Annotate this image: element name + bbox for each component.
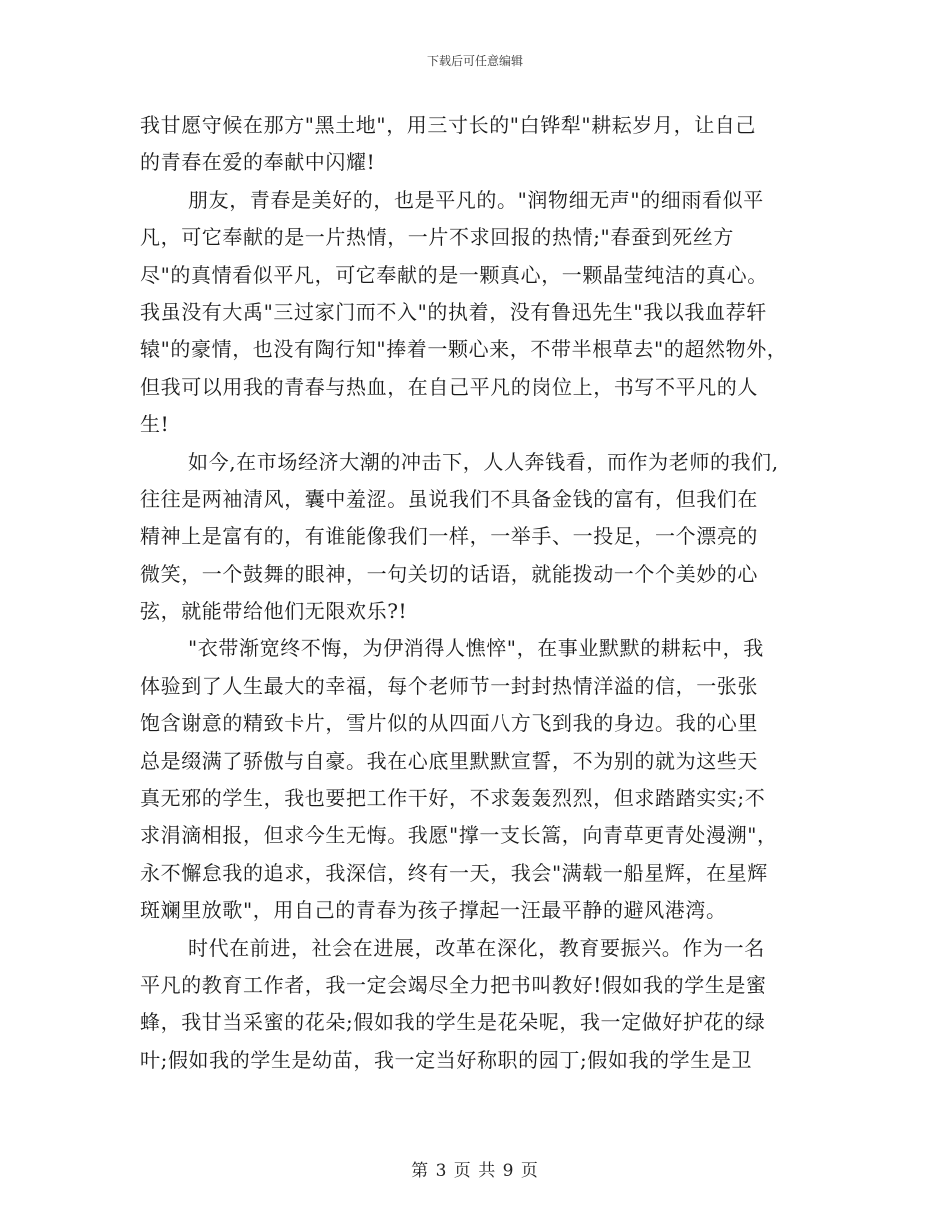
text-line: 求涓滴相报，但求今生无悔。我愿"撑一支长篙，向青草更青处漫溯"， xyxy=(140,823,778,848)
text-line: 我甘愿守候在那方"黑土地"，用三寸长的"白铧犁"耕耘岁月，让自己 xyxy=(140,113,756,137)
text-line: 凡，可它奉献的是一片热情，一片不求回报的热情;"春蚕到死丝方 xyxy=(140,225,734,250)
text-line: 真无邪的学生，我也要把工作干好，不求轰轰烈烈，但求踏踏实实;不 xyxy=(140,786,766,811)
text-line: 往往是两袖清风，囊中羞涩。虽说我们不具备金钱的富有，但我们在 xyxy=(140,486,758,511)
text-line: 的青春在爱的奉献中闪耀! xyxy=(140,150,376,175)
document-body xyxy=(140,107,820,1079)
text-line: 微笑，一个鼓舞的眼神，一句关切的话语，就能拨动一个个美妙的心 xyxy=(140,561,758,586)
text-line: 斑斓里放歌"，用自己的青春为孩子撑起一汪最平静的避风港湾。 xyxy=(140,898,727,923)
text-line: 如今,在市场经济大潮的冲击下，人人奔钱看，而作为老师的我们, xyxy=(188,449,779,474)
text-line: 尽"的真情看似平凡，可它奉献的是一颗真心，一颗晶莹纯洁的真心。 xyxy=(140,262,768,287)
text-line: 饱含谢意的精致卡片，雪片似的从四面八方飞到我的身边。我的心里 xyxy=(140,711,758,736)
page-footer: 第 3 页 共 9 页 xyxy=(411,1161,539,1181)
page-header: 下载后可任意编辑 xyxy=(426,54,523,68)
text-line: 但我可以用我的青春与热血，在自己平凡的岗位上，书写不平凡的人 xyxy=(140,374,758,399)
text-line: 永不懈怠我的追求，我深信，终有一天，我会"满载一船星辉，在星辉 xyxy=(140,860,768,885)
text-line: 我虽没有大禹"三过家门而不入"的执着，没有鲁迅先生"我以我血荐轩 xyxy=(140,299,767,324)
text-line: 辕"的豪情，也没有陶行知"捧着一颗心来，不带半根草去"的超然物外， xyxy=(140,337,788,362)
text-line: "衣带渐宽终不悔，为伊消得人憔悴"，在事业默默的耕耘中，我 xyxy=(188,636,764,661)
text-line: 时代在前进，社会在进展，改革在深化，教育要振兴。作为一名 xyxy=(188,935,765,960)
text-line: 总是缀满了骄傲与自豪。我在心底里默默宣誓，不为别的就为这些天 xyxy=(140,748,758,773)
text-line: 体验到了人生最大的幸福，每个老师节一封封热情洋溢的信，一张张 xyxy=(140,673,758,698)
text-line: 朋友，青春是美好的，也是平凡的。"润物细无声"的细雨看似平 xyxy=(188,187,764,212)
text-line: 生! xyxy=(140,412,170,437)
text-line: 蜂，我甘当采蜜的花朵;假如我的学生是花朵呢，我一定做好护花的绿 xyxy=(140,1010,766,1035)
text-line: 弦，就能带给他们无限欢乐?! xyxy=(140,599,408,624)
text-line: 叶;假如我的学生是幼苗，我一定当好称职的园丁;假如我的学生是卫 xyxy=(140,1047,753,1072)
text-line: 平凡的教育工作者，我一定会竭尽全力把书叫教好!假如我的学生是蜜 xyxy=(140,972,767,997)
text-line: 精神上是富有的，有谁能像我们一样，一举手、一投足，一个漂亮的 xyxy=(140,524,758,549)
